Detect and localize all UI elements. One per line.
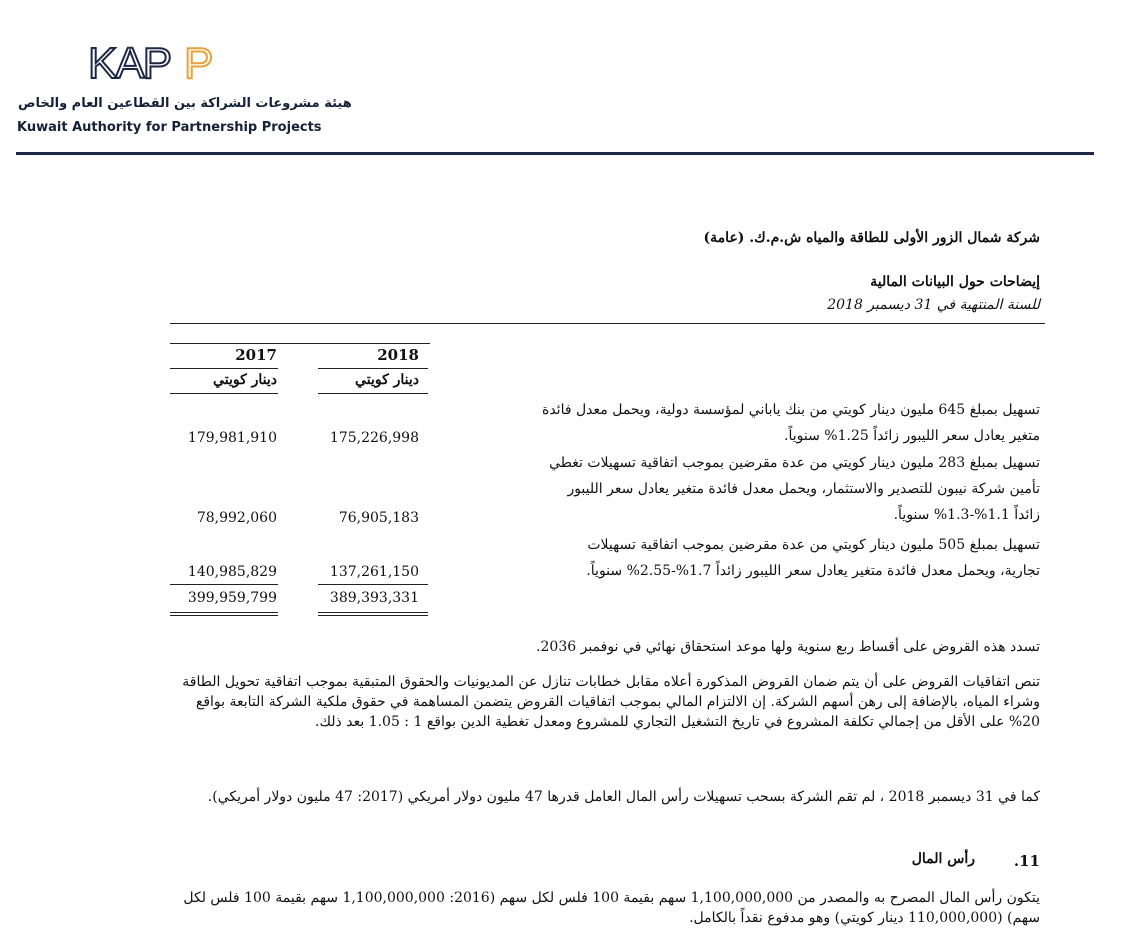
org-name-english: Kuwait Authority for Partnership Projects — [17, 120, 322, 135]
currency-2017-rule — [170, 393, 278, 394]
loan-3-line-2: تجارية، ويحمل معدل فائدة متغير يعادل سعر الليبور زائداً 1.7%-2.55% سنوياً. — [586, 563, 1040, 579]
svg-text:KAP: KAP — [88, 39, 171, 86]
kapp-logo — [88, 38, 218, 86]
year-2017-rule — [170, 368, 278, 369]
total-2018: 389,393,331 — [329, 590, 419, 606]
loan-2-value-2018: 76,905,183 — [338, 510, 419, 526]
undrawn-facility-paragraph: كما في 31 ديسمبر 2018 ، لم تقم الشركة بسحب تسهيلات رأس المال العامل قدرها 47 مليون دولار أمريكي (2017: 47 مليون دولار أمريكي). — [207, 789, 1040, 805]
subtotal-2018-rule — [318, 584, 428, 585]
note-title: رأس المال — [911, 851, 975, 867]
loan-2-line-3: زائداً 1.1%-1.3% سنوياً. — [893, 507, 1040, 523]
loan-3-line-1: تسهيل بمبلغ 505 مليون دينار كويتي من عدة مقرضين بموجب اتفاقية تسهيلات — [587, 537, 1040, 553]
note-number: .11 — [1013, 852, 1040, 870]
year-2018-rule — [318, 368, 428, 369]
total-2017-double-rule-b — [170, 615, 278, 616]
total-2018-double-rule-b — [318, 615, 428, 616]
svg-text:P: P — [184, 39, 214, 86]
share-capital-paragraph: يتكون رأس المال المصرح به والمصدر من 1,100,000,000 سهم بقيمة 100 فلس لكل سهم (2016: 1,100,000,000 سهم بقيمة 100 فلس لكل سهم) (110,000,000 دينار كويتي) وهو مدفوع نقداً بالكامل. — [183, 890, 1040, 926]
period-subtitle: للسنة المنتهية في 31 ديسمبر 2018 — [827, 297, 1040, 313]
loan-1-line-2: متغير يعادل سعر الليبور زائداً 1.25% سنوياً. — [784, 428, 1040, 444]
header-divider — [16, 152, 1094, 155]
section-title: إيضاحات حول البيانات المالية — [870, 274, 1040, 290]
security-paragraph: تنص اتفاقيات القروض على أن يتم ضمان القروض المذكورة أعلاه مقابل خطابات تنازل عن المديونيات والحقوق المتبقية بموجب اتفاقية تحويل الطاقة وشراء المياه، بالإضافة إلى رهن أسهم الشركة. إن الالتزام المالي بموجب اتفاقيات القروض يتضمن المساهمة في حقوق ملكية الشركة التابعة بواقع 20% على الأقل من إجمالي تكلفة المشروع في تاريخ التشغيل التجاري للمشروع ومعدل تغطية الدين بواقع 1 : 1.05 بعد ذلك. — [182, 674, 1040, 730]
loan-3-value-2017: 140,985,829 — [187, 564, 277, 580]
loan-3-value-2018: 137,261,150 — [329, 564, 419, 580]
year-2018-header: 2018 — [377, 346, 419, 364]
table-top-rule — [170, 343, 430, 344]
title-divider — [170, 323, 1045, 324]
table-row — [430, 450, 1040, 528]
currency-2018-rule — [318, 393, 428, 394]
subtotal-2017-rule — [170, 584, 278, 585]
loan-1-line-1: تسهيل بمبلغ 645 مليون دينار كويتي من بنك ياباني لمؤسسة دولية، ويحمل معدل فائدة — [542, 402, 1040, 418]
loan-2-value-2017: 78,992,060 — [196, 510, 277, 526]
total-2017-double-rule-a — [170, 612, 278, 613]
repayment-paragraph: تسدد هذه القروض على أقساط ربع سنوية ولها موعد استحقاق نهائي في نوفمبر 2036. — [536, 639, 1040, 655]
loan-1-value-2018: 175,226,998 — [329, 430, 419, 446]
total-2018-double-rule-a — [318, 612, 428, 613]
currency-2017-header: دينار كويتي — [213, 372, 277, 388]
company-name: شركة شمال الزور الأولى للطاقة والمياه ش.م.ك. (عامة) — [703, 230, 1040, 246]
loan-1-value-2017: 179,981,910 — [187, 430, 277, 446]
year-2017-header: 2017 — [235, 346, 277, 364]
loan-2-line-1: تسهيل بمبلغ 283 مليون دينار كويتي من عدة مقرضين بموجب اتفاقية تسهيلات تغطي — [549, 455, 1040, 471]
kapp-logo-mark — [88, 38, 218, 86]
loan-2-line-2: تأمين شركة نيبون للتصدير والاستثمار، ويحمل معدل فائدة متغير يعادل سعر الليبور — [567, 481, 1040, 497]
org-name-arabic: هيئة مشروعات الشراكة بين القطاعين العام والخاص — [18, 96, 352, 111]
currency-2018-header: دينار كويتي — [355, 372, 419, 388]
table-row — [430, 397, 1040, 449]
total-2017: 399,959,799 — [187, 590, 277, 606]
table-row — [430, 532, 1040, 584]
